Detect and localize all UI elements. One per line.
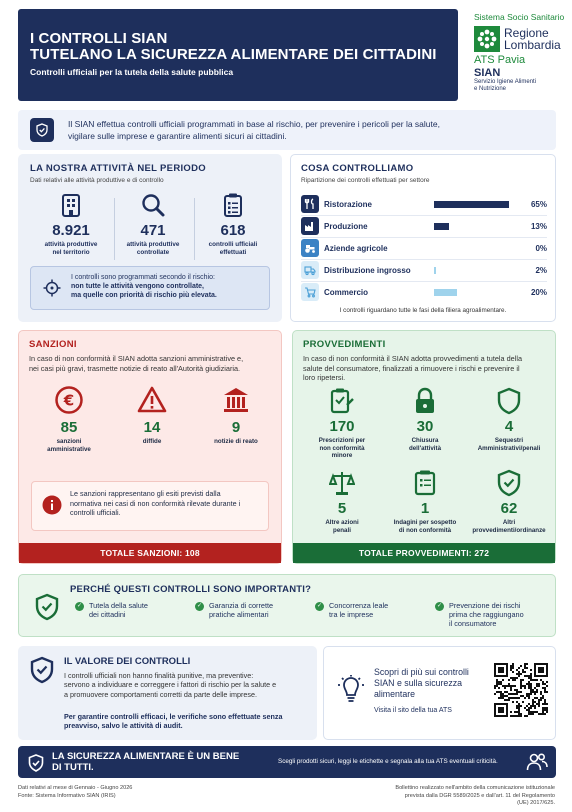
sector-bar-fill <box>434 267 436 274</box>
stat-active-businesses <box>36 192 106 257</box>
why-item-text: tra le imprese <box>329 610 374 619</box>
sector-percent: 65% <box>530 199 547 209</box>
courthouse-icon <box>201 385 271 415</box>
stat-value: 4 <box>504 418 514 435</box>
sanctions-note-line1: Le sanzioni rappresentano gli esiti previsti dalla <box>70 489 221 498</box>
stat-crime-reports <box>201 385 271 446</box>
sector-row <box>301 261 547 279</box>
stat-value: 9 <box>231 419 241 436</box>
sector-row <box>301 283 547 301</box>
risk-note <box>30 266 270 310</box>
sector-bar-fill <box>434 223 449 230</box>
ats-name: ATS Pavia <box>474 54 526 66</box>
page-title-line2: TUTELANO LA SICUREZZA ALIMENTARE DEI CITTADINI <box>30 46 437 63</box>
sector-row <box>301 239 547 257</box>
why-title: PERCHÉ QUESTI CONTROLLI SONO IMPORTANTI? <box>70 584 312 595</box>
stat-label: attività produttive <box>44 241 98 248</box>
why-item-text: prima che raggiungano <box>449 610 524 619</box>
stat-label: minore <box>331 452 353 459</box>
divider <box>301 259 547 260</box>
stat-label: Amministrativi/penali <box>477 444 541 452</box>
data-period: Dati relativi al mese di Gennaio - Giugno 2026 <box>18 785 133 791</box>
factory-icon <box>301 217 319 235</box>
stat-value: 8.921 <box>52 222 90 239</box>
stat-label: provvedimenti/ordinanze <box>472 526 546 534</box>
value-panel <box>18 646 317 740</box>
sectors-panel <box>290 154 556 322</box>
info-icon <box>42 495 62 520</box>
stat-other-orders <box>472 469 546 534</box>
sector-label: Ristorazione <box>324 199 373 209</box>
more-info-panel <box>323 646 556 740</box>
measures-panel <box>292 330 556 564</box>
stat-label: nel territorio <box>52 249 90 256</box>
sector-bar <box>434 245 509 252</box>
value-title: IL VALORE DEI CONTROLLI <box>64 656 191 667</box>
stat-value: 30 <box>416 418 434 435</box>
sector-percent: 13% <box>530 221 547 231</box>
check-icon: ✓ <box>316 603 323 609</box>
stat-prescriptions <box>307 387 377 460</box>
stat-value: 62 <box>500 500 518 517</box>
brand-system: Sistema Socio Sanitario <box>474 12 565 22</box>
more-info-line3: alimentare <box>374 689 416 699</box>
stat-label: Chiusura <box>411 437 439 444</box>
value-text-line3: a promuovere comportamenti corretti da parte delle imprese. <box>64 689 257 699</box>
why-item-text: Concorrenza leale <box>329 601 389 610</box>
region-name-line2: Lombardia <box>504 38 561 52</box>
stat-label: notizie di reato <box>214 438 258 445</box>
sector-bar-fill <box>434 201 509 208</box>
intro-text-line1: Il SIAN effettua controlli ufficiali programmati in base al rischio, per prevenire i pericoli per la salute, <box>68 119 440 129</box>
sanctions-note-line3: controlli ufficiali. <box>70 508 121 517</box>
sian-desc-line1: Servizio Igiene Alimenti <box>474 79 537 85</box>
data-source: Fonte: Sistema Informativo SIAN (IRIS) <box>18 792 116 799</box>
stat-value: 5 <box>337 500 347 517</box>
why-item <box>435 601 524 628</box>
sanctions-desc-line1: In caso di non conformità il SIAN adotta sanzioni amministrative e, <box>29 354 244 363</box>
building-icon <box>36 192 106 218</box>
why-item <box>315 601 388 619</box>
footer-message: Scegli prodotti sicuri, leggi le etichette e segnala alla tua ATS eventuali criticità. <box>278 758 498 765</box>
value-bold-line1: Per garantire controlli efficaci, le verifiche sono effettuate senza <box>64 712 283 721</box>
padlock-icon <box>390 387 460 415</box>
tractor-icon <box>301 239 319 257</box>
sector-row <box>301 195 547 213</box>
why-item-text: il consumatore <box>449 619 497 628</box>
cart-icon <box>301 283 319 301</box>
stat-value: 14 <box>143 419 161 436</box>
shield-check-icon <box>30 118 54 142</box>
activity-panel <box>18 154 282 322</box>
truck-icon <box>301 261 319 279</box>
sector-bar-fill <box>434 289 457 296</box>
why-item-text: Prevenzione dei rischi <box>449 601 521 610</box>
stat-warnings <box>117 385 187 446</box>
stat-value: 618 <box>220 222 246 239</box>
activity-subtitle: Dati relativi alle attività produttive e di controllo <box>30 177 164 184</box>
stat-label: Sequestri <box>494 437 524 444</box>
why-item-text: Garanzia di corrette <box>209 601 274 610</box>
sanctions-desc-line2: nei casi più gravi, trasmette notizie di reato all'Autorità giudiziaria. <box>29 363 241 373</box>
stat-label: sanzioni <box>56 438 82 445</box>
why-item-text: Tutela della salute <box>89 601 148 610</box>
measures-total: TOTALE PROVVEDIMENTI: 272 <box>293 543 555 563</box>
footer-banner <box>18 746 556 778</box>
legal-note-line1: Bollettino realizzato nell'ambito della comunicazione istituzionale <box>395 785 555 791</box>
value-text-line1: I controlli ufficiali non hanno finalità punitive, ma preventive: <box>64 671 254 680</box>
stat-label: non conformità <box>319 444 365 452</box>
why-item-text: dei cittadini <box>89 610 126 619</box>
sanctions-total: TOTALE SANZIONI: 108 <box>19 543 281 563</box>
measures-desc-line2: salute del consumatore, finalizzati a rimuovere i rischi e prevenire il <box>303 363 520 373</box>
sanctions-panel <box>18 330 282 564</box>
brand-block <box>474 12 569 93</box>
sian-name: SIAN <box>474 67 501 79</box>
value-text-line2: servono a individuare e correggere i fattori di rischio per la salute e <box>64 680 277 690</box>
header-banner <box>18 9 458 101</box>
checklist-icon <box>198 192 268 218</box>
crosshair-icon <box>43 279 61 300</box>
shield-icon <box>474 387 544 415</box>
qr-code[interactable] <box>492 661 550 719</box>
sector-percent: 20% <box>530 287 547 297</box>
stat-label: attività produttive <box>126 241 180 248</box>
sector-percent: 2% <box>535 265 547 275</box>
sector-label: Aziende agricole <box>324 243 388 253</box>
stat-penal-actions <box>307 469 377 534</box>
why-item <box>195 601 273 619</box>
sector-row <box>301 217 547 235</box>
intro-box <box>18 110 556 150</box>
why-item <box>75 601 148 619</box>
stat-value: 1 <box>420 500 430 517</box>
sectors-title: COSA CONTROLLIAMO <box>301 163 414 174</box>
why-item-text: pratiche alimentari <box>209 610 269 619</box>
stat-label: amministrative <box>47 445 91 453</box>
sector-label: Commercio <box>324 287 369 297</box>
stat-label: Indagini per sospetto <box>393 519 457 526</box>
shield-check-icon <box>28 754 44 777</box>
intro-text-line2: vigilare sulle imprese e garantire alimenti sicuri ai cittadini. <box>68 131 287 141</box>
sector-bar <box>434 289 509 296</box>
document-check-icon <box>307 387 377 415</box>
more-info-line2: SIAN e sulla sicurezza <box>374 678 463 688</box>
sector-label: Produzione <box>324 221 368 231</box>
stat-closures <box>390 387 460 452</box>
stat-label: penali <box>333 526 351 534</box>
page-subtitle: Controlli ufficiali per la tutela della salute pubblica <box>30 67 234 77</box>
stat-value: 85 <box>60 419 78 436</box>
region-name-line1: Regione <box>504 26 549 40</box>
stat-value: 170 <box>329 418 355 435</box>
divider <box>301 237 547 238</box>
check-icon: ✓ <box>196 603 203 609</box>
divider <box>301 281 547 282</box>
warning-icon <box>117 385 187 415</box>
lightbulb-icon <box>338 675 364 710</box>
measures-title: PROVVEDIMENTI <box>303 339 386 350</box>
sector-percent: 0% <box>535 243 547 253</box>
sector-bar <box>434 267 509 274</box>
why-panel <box>18 574 556 637</box>
footer-title-line1: LA SICUREZZA ALIMENTARE È UN BENE <box>52 751 240 762</box>
page-title-line1: I CONTROLLI SIAN <box>30 30 168 47</box>
region-rose-icon <box>474 26 500 52</box>
stat-label: Altre azioni <box>325 519 359 526</box>
clipboard-icon <box>385 469 465 497</box>
check-icon: ✓ <box>436 603 443 609</box>
risk-note-line1: I controlli sono programmati secondo il rischio: <box>71 274 215 281</box>
stat-label: diffide <box>142 438 162 445</box>
sectors-footnote: I controlli riguardano tutte le fasi della filiera agroalimentare. <box>339 307 507 314</box>
stat-label: controllate <box>136 249 170 256</box>
legal-note-line2: prevista dalla DGR 5589/2025 e dall'art. 11 del Regolamento (UE) 2017/625. <box>404 792 555 806</box>
risk-note-line3: ma quelle con priorità di rischio più elevata. <box>71 292 217 299</box>
bottom-left-notes <box>18 785 132 800</box>
stat-official-controls <box>198 192 268 257</box>
svg-text:€: € <box>63 391 75 410</box>
stat-controlled-businesses <box>118 192 188 257</box>
shield-check-icon <box>472 469 546 497</box>
stat-label: di non conformità <box>398 526 452 534</box>
footer-title-line2: DI TUTTI. <box>52 762 94 773</box>
sian-desc-line2: e Nutrizione <box>474 86 507 92</box>
sanctions-note-line2: normativa nei casi di non conformità rilevate durante i <box>70 498 241 508</box>
stat-value: 471 <box>140 222 166 239</box>
stat-label: dell'attività <box>408 444 442 452</box>
region-logo <box>474 26 569 52</box>
stat-seizures <box>474 387 544 452</box>
ats-site-link[interactable]: Visita il sito della tua ATS <box>374 707 452 714</box>
bottom-right-notes <box>395 785 555 808</box>
cutlery-icon <box>301 195 319 213</box>
stat-label: Altri <box>502 519 516 526</box>
sector-bar <box>434 223 509 230</box>
magnifier-icon <box>118 192 188 218</box>
sanctions-title: SANZIONI <box>29 339 77 350</box>
risk-note-line2: non tutte le attività vengono controllate, <box>71 283 205 290</box>
more-info-line1: Scopri di più sui controlli <box>374 667 469 677</box>
scales-icon <box>307 469 377 497</box>
activity-title: LA NOSTRA ATTIVITÀ NEL PERIODO <box>30 163 206 174</box>
sanctions-note <box>31 481 269 531</box>
measures-desc-line3: loro ripetersi. <box>303 373 346 382</box>
measures-desc-line1: In caso di non conformità il SIAN adotta provvedimenti a tutela della <box>303 354 523 363</box>
divider <box>301 215 547 216</box>
stat-label: controlli ufficiali <box>208 241 258 248</box>
sector-label: Distribuzione ingrosso <box>324 265 411 275</box>
sectors-subtitle: Ripartizione dei controlli effettuati per settore <box>301 177 430 184</box>
check-icon: ✓ <box>76 603 83 609</box>
shield-check-icon <box>35 593 59 626</box>
euro-icon <box>34 385 104 415</box>
stat-investigations <box>385 469 465 534</box>
value-bold-line2: preavviso, salvo le attività di audit. <box>64 721 183 731</box>
people-icon <box>526 752 548 777</box>
stat-label: effettuati <box>219 249 247 256</box>
shield-check-icon <box>30 656 54 689</box>
sector-bar <box>434 201 509 208</box>
stat-label: Prescrizioni per <box>318 437 366 444</box>
stat-admin-sanctions <box>34 385 104 453</box>
